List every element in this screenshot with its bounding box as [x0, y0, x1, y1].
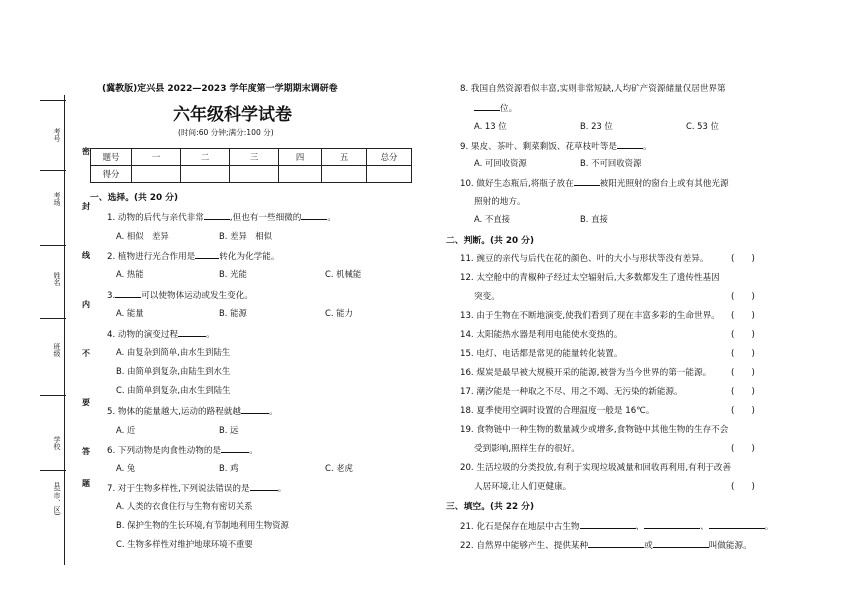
answer-blank[interactable]: [178, 327, 206, 337]
side-label-county: 县(市、区): [53, 482, 61, 516]
judge-item-19: 19. 食物链中一种生物的数量减少或增多,食物链中其他生物的生存不会: [460, 425, 729, 435]
answer-blank[interactable]: [474, 101, 500, 111]
option-q4-c[interactable]: C. 由简单到复杂,由水生到陆生: [116, 385, 231, 395]
question-1: 1. 动物的后代与亲代非常 ,但也有一些细微的 。: [107, 210, 336, 223]
option-q8-b[interactable]: B. 23 位: [580, 121, 613, 131]
answer-blank[interactable]: [653, 538, 709, 548]
judge-item-13: 13. 由于生物在不断地演变,使我们看到了现在丰富多彩的生命世界。: [460, 311, 720, 321]
score-input-cell[interactable]: [367, 166, 412, 183]
score-row-label: 得分: [91, 166, 132, 183]
fill-item-22-text: 22. 自然界中能够产生、提供某种: [460, 541, 589, 551]
judge-answer-20[interactable]: ( ): [731, 482, 755, 492]
section-choice-heading: 一、选择。(共 20 分): [90, 193, 178, 203]
judge-item-17: 17. 潮汐能是一种取之不尽、用之不竭、无污染的新能源。: [460, 387, 683, 397]
score-input-cell[interactable]: [322, 166, 367, 183]
side-underline: [40, 170, 66, 171]
exam-meta: (时间:60 分钟;满分:100 分): [178, 128, 274, 137]
side-underline: [40, 100, 66, 101]
question-3-text: 可以使物体运动或发生变化。: [141, 291, 253, 301]
seal-word: 线: [82, 251, 90, 260]
seal-word: 答: [82, 447, 90, 456]
question-8-cont: [474, 101, 517, 114]
question-4-text: 4. 动物的演变过程: [107, 330, 179, 340]
question-10-text-b: 被阳光照射的窗台上或有其他光源: [599, 179, 729, 189]
side-label-exam-room: 考场: [53, 192, 61, 206]
score-cell: 五: [322, 149, 367, 166]
score-input-cell[interactable]: [279, 166, 322, 183]
option-q7-b[interactable]: B. 保护生物的生长环境,有节制地利用生物资源: [116, 520, 289, 530]
score-cell: 一: [132, 149, 181, 166]
judge-item-16: 16. 煤炭是最早被大规模开采的能源,被誉为当今世界的第一能源。: [460, 368, 712, 378]
judge-answer-16[interactable]: ( ): [731, 368, 755, 378]
option-q10-a[interactable]: A. 不直接: [474, 214, 511, 224]
question-6: 6. 下列动物是肉食性动物的是 。: [107, 443, 258, 456]
judge-answer-17[interactable]: ( ): [731, 387, 755, 397]
option-q1-a[interactable]: A. 相似 差异: [116, 231, 169, 241]
judge-item-12-cont: 突变。: [474, 292, 500, 302]
question-1-text: 1. 动物的后代与亲代非常: [107, 213, 204, 223]
question-1-text-b: ,但也有一些细微的: [229, 213, 302, 223]
score-cell: 总分: [367, 149, 412, 166]
question-10-cont: 照射的地方。: [474, 197, 526, 207]
side-label-class: 班级: [53, 343, 61, 357]
judge-answer-15[interactable]: ( ): [731, 349, 755, 359]
option-q9-b[interactable]: B. 不可回收资源: [580, 158, 642, 168]
score-cell: 题号: [91, 149, 132, 166]
question-10-text: 10. 做好生态瓶后,将瓶子放在: [460, 179, 574, 189]
judge-answer-13[interactable]: ( ): [731, 311, 755, 321]
fill-item-22-text-b: 叫做能源。: [708, 541, 752, 551]
option-q8-a[interactable]: A. 13 位: [474, 121, 507, 131]
option-q5-b[interactable]: B. 远: [219, 425, 239, 435]
seal-word: 不: [82, 349, 90, 358]
option-q2-c[interactable]: C. 机械能: [325, 269, 362, 279]
option-q5-a[interactable]: A. 近: [116, 425, 136, 435]
option-q1-b[interactable]: B. 差异 相似: [219, 231, 272, 241]
answer-blank[interactable]: [221, 443, 249, 453]
exam-title: 六年级科学试卷: [173, 105, 292, 125]
question-8-cont-text: 位。: [500, 104, 518, 114]
answer-blank[interactable]: [250, 481, 278, 491]
side-label-school: 学校: [53, 436, 61, 450]
answer-blank[interactable]: [195, 249, 219, 259]
question-10: [460, 176, 729, 189]
judge-answer-11[interactable]: ( ): [731, 254, 755, 264]
question-4: 4. 动物的演变过程 。: [107, 327, 215, 340]
score-cell: 四: [279, 149, 322, 166]
question-3: [107, 288, 253, 301]
binding-line: [64, 95, 65, 565]
judge-item-11: 11. 豌豆的亲代与后代在花的颜色、叶的大小与形状等没有差异。: [460, 254, 709, 264]
question-6-text: 6. 下列动物是肉食性动物的是: [107, 446, 222, 456]
seal-word: 要: [82, 398, 90, 407]
side-underline: [40, 470, 66, 471]
judge-item-15: 15. 电灯、电话都是常见的能量转化装置。: [460, 349, 623, 359]
judge-answer-14[interactable]: ( ): [731, 330, 755, 340]
option-q4-b[interactable]: B. 由简单到复杂,由陆生到水生: [116, 366, 231, 376]
question-8: 8. 我国自然资源看似丰富,实则非常短缺,人均矿产资源储量仅居世界第: [460, 84, 726, 94]
option-q9-a[interactable]: A. 可回收资源: [474, 158, 527, 168]
option-q2-a[interactable]: A. 热能: [116, 269, 144, 279]
score-input-cell[interactable]: [181, 166, 230, 183]
question-5-text: 5. 物体的能量越大,运动的路程就越: [107, 407, 241, 417]
question-9: 9. 果皮、茶叶、剩菜剩饭、花草枝叶等是 。: [460, 139, 652, 152]
option-q4-a[interactable]: A. 由复杂到简单,由水生到陆生: [116, 347, 231, 357]
score-input-cell[interactable]: [132, 166, 181, 183]
section-judge-heading: 二、判断。(共 20 分): [446, 236, 534, 246]
judge-answer-18[interactable]: ( ): [731, 406, 755, 416]
option-q10-b[interactable]: B. 直接: [580, 214, 608, 224]
judge-item-20: 20. 生活垃圾的分类投放,有利于实现垃圾减量和回收再利用,有利于改善: [460, 463, 732, 473]
judge-answer-19[interactable]: ( ): [731, 444, 755, 454]
score-table-header-row: [91, 149, 412, 166]
judge-item-12: 12. 太空舱中的青椒种子经过太空辐射后,大多数都发生了遗传性基因: [460, 273, 720, 283]
option-q8-c[interactable]: C. 53 位: [686, 121, 719, 131]
fill-item-21-text: 21. 化石是保存在地层中古生物: [460, 522, 580, 532]
seal-word: 内: [82, 300, 90, 309]
side-label-name: 姓名: [53, 272, 61, 286]
judge-item-14: 14. 太阳能热水器是利用电能使水变热的。: [460, 330, 623, 340]
question-7: 7. 对于生物多样性,下列说法错误的是 。: [107, 481, 286, 494]
seal-word: 密: [82, 147, 90, 156]
option-q3-c[interactable]: C. 能力: [325, 308, 353, 318]
judge-item-19-cont: 受到影响,照样生存的很好。: [474, 444, 580, 454]
option-q6-b[interactable]: B. 鸡: [219, 463, 239, 473]
score-cell: 二: [181, 149, 230, 166]
answer-blank[interactable]: [709, 519, 765, 529]
answer-blank[interactable]: [644, 519, 700, 529]
answer-blank[interactable]: [301, 210, 327, 220]
fill-item-22-or: 或: [644, 541, 653, 551]
seal-word: 封: [82, 202, 90, 211]
separator: 、: [700, 522, 709, 532]
separator: 、: [635, 522, 645, 532]
side-label-exam-number: 考号: [53, 128, 61, 142]
answer-blank[interactable]: [115, 288, 141, 298]
judge-item-18: 18. 夏季使用空调时设置的合理温度一般是 16℃。: [460, 406, 655, 416]
score-table: [90, 148, 412, 183]
side-underline: [40, 245, 66, 246]
option-q7-a[interactable]: A. 人类的衣食住行与生物有密切关系: [116, 501, 253, 511]
option-q6-c[interactable]: C. 老虎: [325, 463, 353, 473]
answer-blank[interactable]: [241, 404, 269, 414]
question-2-text-b: 转化为化学能。: [219, 252, 280, 262]
answer-blank[interactable]: [617, 139, 643, 149]
judge-item-20-cont: 人居环境,让人们更健康。: [474, 482, 572, 492]
answer-blank[interactable]: [588, 538, 644, 548]
option-q2-b[interactable]: B. 光能: [219, 269, 247, 279]
option-q3-a[interactable]: A. 能量: [116, 308, 144, 318]
question-2: [107, 249, 279, 262]
option-q6-a[interactable]: A. 兔: [116, 463, 136, 473]
question-2-text: 2. 植物进行光合作用是: [107, 252, 196, 262]
section-fill-heading: 三、填空。(共 22 分): [446, 502, 534, 512]
fill-item-22: [460, 538, 752, 551]
exam-subtitle: (冀教版)定兴县 2022—2023 学年度第一学期期末调研卷: [102, 84, 338, 94]
option-q3-b[interactable]: B. 能源: [219, 308, 247, 318]
side-underline: [40, 318, 66, 319]
answer-blank[interactable]: [574, 176, 600, 186]
side-underline: [40, 395, 66, 396]
seal-word: 题: [82, 479, 90, 488]
question-9-text: 9. 果皮、茶叶、剩菜剩饭、花草枝叶等是: [460, 142, 618, 152]
question-3-number: 3.: [107, 291, 116, 301]
question-7-text: 7. 对于生物多样性,下列说法错误的是: [107, 484, 250, 494]
score-input-cell[interactable]: [230, 166, 279, 183]
score-table-score-row: [91, 166, 412, 183]
question-5: 5. 物体的能量越大,运动的路程就越 。: [107, 404, 278, 417]
separator: 。: [764, 522, 774, 532]
answer-blank[interactable]: [580, 519, 636, 529]
answer-blank[interactable]: [204, 210, 230, 220]
fill-item-21: [460, 519, 773, 532]
judge-answer-12[interactable]: ( ): [731, 292, 755, 302]
score-cell: 三: [230, 149, 279, 166]
option-q7-c[interactable]: C. 生物多样性对维护地球环境不重要: [116, 539, 253, 549]
